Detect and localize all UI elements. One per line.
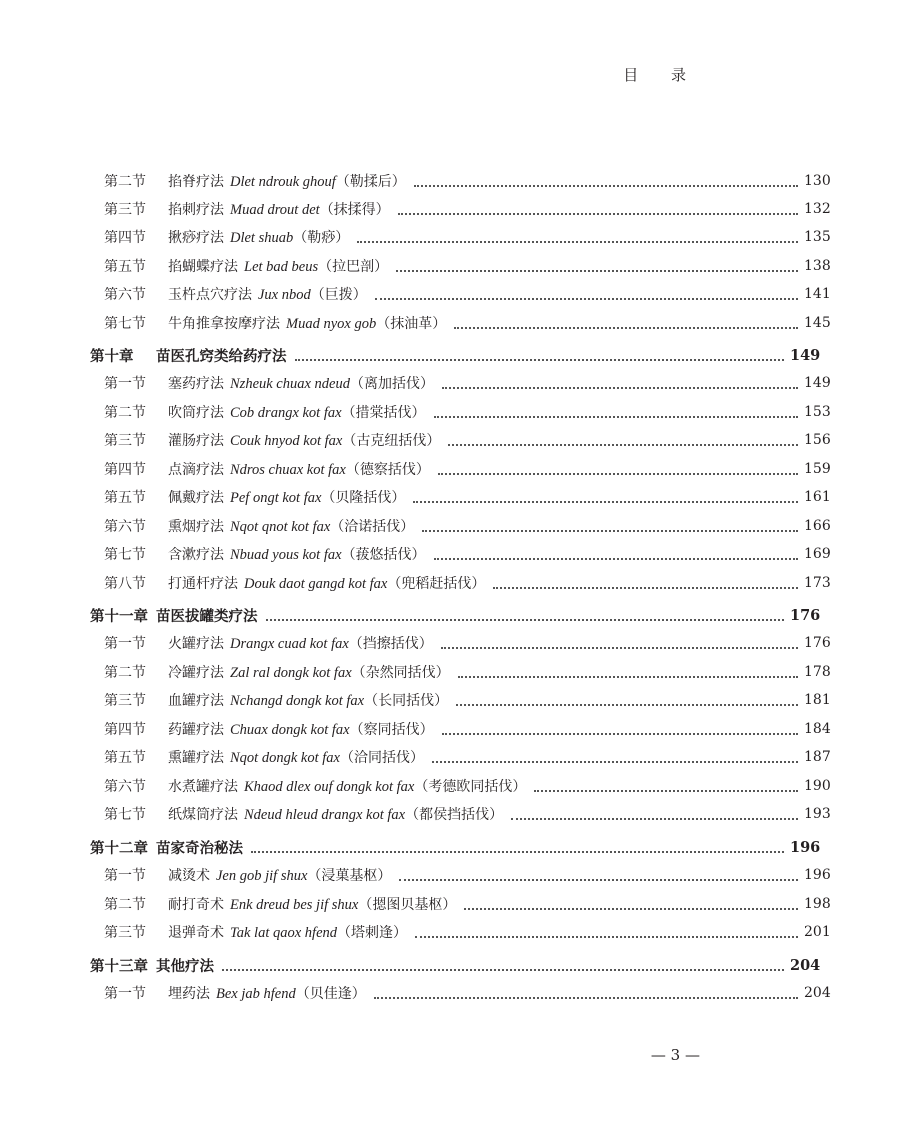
entry-page-number: 193 [804, 806, 831, 822]
dot-leader [357, 227, 798, 243]
entry-miao-title: Pef ongt kot fax [230, 490, 322, 506]
entry-title: 灌肠疗法 Couk hnyod kot fax（古克纽括伐） [168, 433, 441, 449]
dot-leader [442, 719, 798, 735]
entry-title: 打通杆疗法 Douk daot gangd kot fax（兜稻赶括伐） [168, 576, 486, 592]
entry-transliteration: （离加括伐） [350, 376, 434, 392]
entry-miao-title: Khaod dlex ouf dongk kot fax [244, 779, 415, 795]
entry-title: 掐脊疗法 Dlet ndrouk ghouf（勒揉后） [168, 174, 406, 190]
entry-page-number: 149 [804, 375, 831, 391]
toc-chapter-entry[interactable] [0, 342, 890, 368]
entry-page-number: 156 [804, 432, 831, 448]
entry-number: 第七节 [104, 316, 146, 332]
entry-page-number: 169 [804, 546, 831, 562]
entry-title: 揪痧疗法 Dlet shuab（勒痧） [168, 230, 350, 246]
entry-page-number: 145 [804, 315, 831, 331]
entry-miao-title: Ndeud hleud drangx kot fax [244, 807, 406, 823]
entry-number: 第十章 [90, 347, 134, 365]
entry-page-number: 173 [804, 575, 831, 591]
dot-leader [534, 776, 798, 792]
entry-miao-title: Jux nbod [258, 287, 311, 303]
running-header: 目 录 [623, 66, 700, 84]
entry-page-number: 176 [804, 635, 831, 651]
entry-transliteration: （抹揉得） [319, 202, 390, 218]
entry-page-number: 178 [804, 664, 831, 680]
dot-leader [511, 804, 798, 820]
entry-number: 第二节 [104, 174, 146, 190]
entry-title: 点滴疗法 Ndros chuax kot fax（德察括伐） [168, 462, 430, 478]
entry-miao-title: Drangx cuad kot fax [230, 636, 349, 652]
entry-page-number: 204 [804, 985, 831, 1001]
entry-miao-title: Dlet shuab [230, 230, 294, 246]
dot-leader [454, 313, 798, 329]
entry-number: 第十二章 [90, 839, 148, 857]
entry-title: 冷罐疗法 Zal ral dongk kot fax（杂然同括伐） [168, 665, 450, 681]
entry-page-number: 166 [804, 518, 831, 534]
toc-section-entry[interactable] [0, 744, 904, 770]
entry-page-number: 198 [804, 896, 831, 912]
entry-miao-title: Cob drangx kot fax [230, 405, 342, 421]
dot-leader [432, 747, 798, 763]
toc-section-entry[interactable] [0, 310, 904, 336]
entry-page-number: 187 [804, 749, 831, 765]
entry-miao-title: Zal ral dongk kot fax [230, 665, 352, 681]
entry-title: 掐蝴蝶疗法 Let bad beus（拉巴剖） [168, 259, 389, 275]
entry-page-number: 141 [804, 286, 831, 302]
toc-chapter-entry[interactable] [0, 602, 890, 628]
dot-leader [222, 955, 784, 971]
entry-number: 第七节 [104, 807, 146, 823]
entry-page-number: 176 [790, 606, 821, 624]
entry-number: 第二节 [104, 405, 146, 421]
entry-number: 第三节 [104, 925, 146, 941]
entry-number: 第五节 [104, 259, 146, 275]
entry-transliteration: （察同括伐） [349, 722, 434, 738]
dot-leader [295, 345, 785, 361]
toc-section-entry[interactable] [0, 891, 904, 917]
entry-number: 第十一章 [90, 607, 148, 625]
toc-section-entry[interactable] [0, 253, 904, 279]
entry-miao-title: Douk daot gangd kot fax [244, 576, 388, 592]
entry-transliteration: （勒痧） [293, 230, 350, 246]
entry-transliteration: （塔刺逢） [337, 925, 408, 941]
toc-section-entry[interactable] [0, 773, 904, 799]
entry-miao-title: Chuax dongk kot fax [230, 722, 350, 738]
entry-page-number: 135 [804, 229, 831, 245]
entry-page-number: 196 [790, 838, 821, 856]
toc-chapter-entry[interactable] [0, 834, 890, 860]
dot-leader [434, 544, 798, 560]
dot-leader [434, 402, 798, 418]
entry-number: 第二节 [104, 665, 146, 681]
entry-title: 熏罐疗法 Nqot dongk kot fax（洽同括伐） [168, 750, 424, 766]
toc-section-entry[interactable] [0, 630, 904, 656]
dot-leader [414, 171, 798, 187]
toc-section-entry[interactable] [0, 659, 904, 685]
toc-section-entry[interactable] [0, 862, 904, 888]
entry-transliteration: （措棠括伐） [341, 405, 426, 421]
entry-title: 塞药疗法 Nzheuk chuax ndeud（离加括伐） [168, 376, 434, 392]
entry-miao-title: Nzheuk chuax ndeud [230, 376, 350, 392]
toc-section-entry[interactable] [0, 196, 904, 222]
entry-page-number: 196 [804, 867, 831, 883]
entry-number: 第六节 [104, 287, 146, 303]
entry-transliteration: （菝悠括伐） [341, 547, 426, 563]
dot-leader [374, 983, 798, 999]
entry-number: 第四节 [104, 230, 146, 246]
entry-miao-title: Ndros chuax kot fax [230, 462, 346, 478]
entry-title: 佩戴疗法 Pef ongt kot fax（贝隆括伐） [168, 490, 406, 506]
entry-title: 其他疗法 [156, 957, 214, 975]
entry-transliteration: （贝隆括伐） [321, 490, 406, 506]
toc-section-entry[interactable] [0, 168, 904, 194]
dot-leader [458, 662, 798, 678]
dot-leader [442, 373, 798, 389]
entry-number: 第五节 [104, 750, 146, 766]
dot-leader [375, 284, 798, 300]
entry-transliteration: （抹油革） [376, 316, 447, 332]
entry-page-number: 204 [790, 956, 821, 974]
dot-leader [413, 487, 798, 503]
toc-section-entry[interactable] [0, 370, 904, 396]
entry-page-number: 161 [804, 489, 831, 505]
entry-title: 吹筒疗法 Cob drangx kot fax（措棠括伐） [168, 405, 426, 421]
entry-title: 苗家奇治秘法 [156, 839, 243, 857]
entry-title: 熏烟疗法 Nqot qnot kot fax（洽诺括伐） [168, 519, 415, 535]
entry-number: 第六节 [104, 779, 146, 795]
entry-number: 第六节 [104, 519, 146, 535]
dot-leader [251, 837, 784, 853]
dot-leader [448, 430, 798, 446]
entry-number: 第三节 [104, 433, 146, 449]
entry-title: 火罐疗法 Drangx cuad kot fax（挡擦括伐） [168, 636, 433, 652]
entry-miao-title: Nbuad yous kot fax [230, 547, 342, 563]
entry-title: 掐刺疗法 Muad drout det（抹揉得） [168, 202, 390, 218]
entry-number: 第五节 [104, 490, 146, 506]
entry-transliteration: （巨拨） [310, 287, 367, 303]
entry-number: 第三节 [104, 693, 146, 709]
entry-number: 第二节 [104, 897, 146, 913]
entry-transliteration: （都侯挡括伐） [405, 807, 504, 823]
entry-title: 苗医孔窍类给药疗法 [156, 347, 287, 365]
entry-title: 玉杵点穴疗法 Jux nbod（巨拨） [168, 287, 367, 303]
entry-title: 药罐疗法 Chuax dongk kot fax（察同括伐） [168, 722, 434, 738]
entry-miao-title: Nqot qnot kot fax [230, 519, 331, 535]
dot-leader [422, 516, 798, 532]
dot-leader [398, 199, 798, 215]
entry-transliteration: （贝佳逢） [295, 986, 366, 1002]
entry-transliteration: （摁图贝基枢） [358, 897, 457, 913]
entry-page-number: 181 [804, 692, 831, 708]
entry-page-number: 132 [804, 201, 831, 217]
entry-number: 第七节 [104, 547, 146, 563]
entry-title: 埋药法 Bex jab hfend（贝佳逢） [168, 986, 366, 1002]
dot-leader [456, 690, 798, 706]
entry-transliteration: （考德欧同括伐） [414, 779, 527, 795]
entry-page-number: 184 [804, 721, 831, 737]
entry-miao-title: Couk hnyod kot fax [230, 433, 343, 449]
dot-leader [441, 633, 798, 649]
toc-section-entry[interactable] [0, 456, 904, 482]
entry-transliteration: （杂然同括伐） [351, 665, 450, 681]
toc-section-entry[interactable] [0, 281, 904, 307]
entry-number: 第四节 [104, 462, 146, 478]
entry-number: 第一节 [104, 986, 146, 1002]
dot-leader [399, 865, 798, 881]
entry-page-number: 130 [804, 173, 831, 189]
entry-number: 第一节 [104, 868, 146, 884]
entry-title: 血罐疗法 Nchangd dongk kot fax（长同括伐） [168, 693, 449, 709]
entry-page-number: 138 [804, 258, 831, 274]
dot-leader [415, 922, 798, 938]
entry-transliteration: （古克纽括伐） [342, 433, 441, 449]
entry-number: 第一节 [104, 376, 146, 392]
toc-section-entry[interactable] [0, 427, 904, 453]
entry-title: 减烫术 Jen gob jif shux（浸菓基枢） [168, 868, 392, 884]
entry-number: 第三节 [104, 202, 146, 218]
entry-title: 退弹奇术 Tak lat qaox hfend（塔刺逢） [168, 925, 408, 941]
entry-miao-title: Bex jab hfend [216, 986, 296, 1002]
toc-chapter-entry[interactable] [0, 952, 890, 978]
entry-miao-title: Enk dreud bes jif shux [230, 897, 359, 913]
entry-page-number: 149 [790, 346, 821, 364]
dot-leader [464, 894, 798, 910]
toc-section-entry[interactable] [0, 513, 904, 539]
entry-number: 第四节 [104, 722, 146, 738]
entry-page-number: 201 [804, 924, 831, 940]
entry-page-number: 159 [804, 461, 831, 477]
toc-section-entry[interactable] [0, 224, 904, 250]
entry-miao-title: Tak lat qaox hfend [230, 925, 338, 941]
dot-leader [396, 256, 798, 272]
entry-title: 纸煤筒疗法 Ndeud hleud drangx kot fax（都侯挡括伐） [168, 807, 504, 823]
entry-transliteration: （兜稻赶括伐） [387, 576, 486, 592]
toc-section-entry[interactable] [0, 570, 904, 596]
entry-title: 苗医拔罐类疗法 [156, 607, 258, 625]
dot-leader [493, 573, 798, 589]
entry-miao-title: Muad nyox gob [286, 316, 377, 332]
toc-section-entry[interactable] [0, 687, 904, 713]
entry-title: 耐打奇术 Enk dreud bes jif shux（摁图贝基枢） [168, 897, 457, 913]
entry-page-number: 153 [804, 404, 831, 420]
entry-miao-title: Let bad beus [244, 259, 319, 275]
entry-transliteration: （德察括伐） [345, 462, 430, 478]
toc-section-entry[interactable] [0, 716, 904, 742]
entry-transliteration: （洽诺括伐） [330, 519, 415, 535]
toc-section-entry[interactable] [0, 541, 904, 567]
entry-transliteration: （挡擦括伐） [348, 636, 433, 652]
entry-transliteration: （浸菓基枢） [307, 868, 392, 884]
entry-page-number: 190 [804, 778, 831, 794]
entry-miao-title: Nchangd dongk kot fax [230, 693, 365, 709]
toc-section-entry[interactable] [0, 399, 904, 425]
toc-section-entry[interactable] [0, 484, 904, 510]
entry-title: 牛角推拿按摩疗法 Muad nyox gob（抹油革） [168, 316, 447, 332]
page-number: — 3 — [650, 1046, 700, 1064]
toc-section-entry[interactable] [0, 980, 904, 1006]
entry-transliteration: （勒揉后） [335, 174, 406, 190]
dot-leader [266, 605, 785, 621]
entry-number: 第十三章 [90, 957, 148, 975]
entry-title: 水煮罐疗法 Khaod dlex ouf dongk kot fax（考德欧同括伐） [168, 779, 527, 795]
entry-miao-title: Muad drout det [230, 202, 320, 218]
entry-miao-title: Jen gob jif shux [216, 868, 308, 884]
entry-number: 第一节 [104, 636, 146, 652]
entry-miao-title: Dlet ndrouk ghouf [230, 174, 336, 190]
entry-transliteration: （拉巴剖） [318, 259, 389, 275]
dot-leader [438, 459, 798, 475]
entry-number: 第八节 [104, 576, 146, 592]
entry-transliteration: （长同括伐） [364, 693, 449, 709]
entry-title: 含漱疗法 Nbuad yous kot fax（菝悠括伐） [168, 547, 426, 563]
entry-miao-title: Nqot dongk kot fax [230, 750, 340, 766]
toc-section-entry[interactable] [0, 801, 904, 827]
entry-transliteration: （洽同括伐） [339, 750, 424, 766]
toc-section-entry[interactable] [0, 919, 904, 945]
